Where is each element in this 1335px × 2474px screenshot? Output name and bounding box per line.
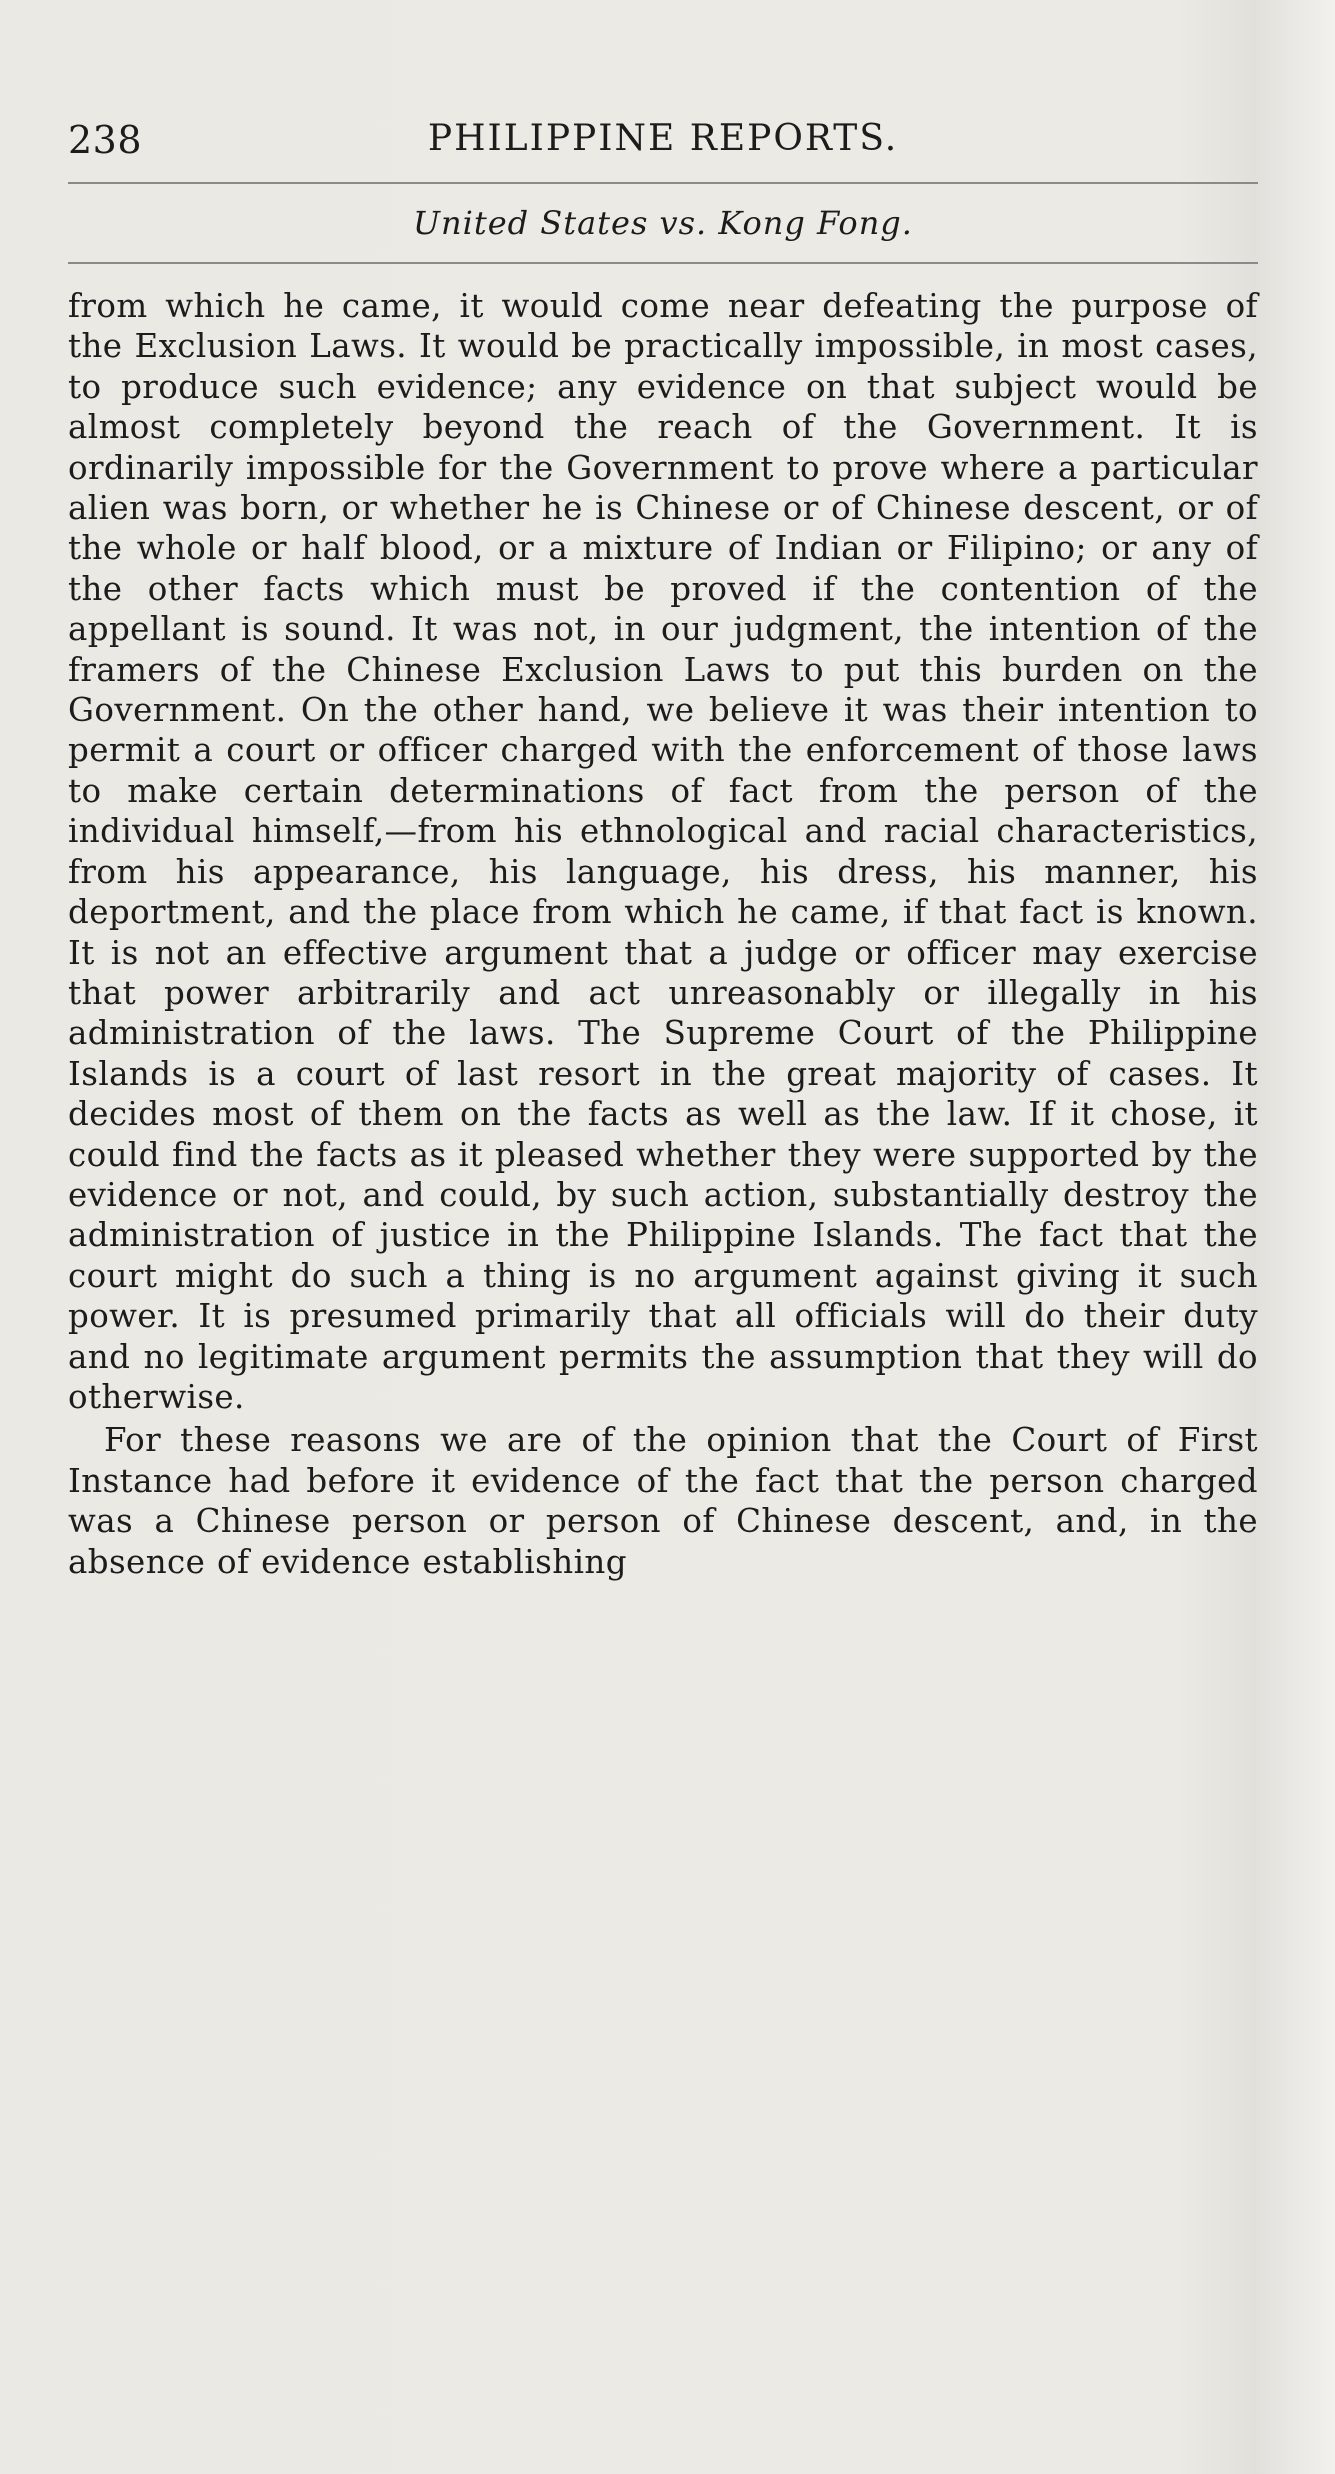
paragraph-conclusion: For these reasons we are of the opinion that the Court of First Instance had before it evidence of the fact that the person charged was a Chinese person or person of Chinese descent, and, in the absence of evidence establishing — [68, 1421, 1258, 1581]
case-title: United States vs. Kong Fong. — [413, 204, 913, 242]
page-header — [68, 118, 1258, 178]
page-number: 238 — [68, 118, 143, 162]
header-rule-bottom — [68, 262, 1258, 264]
body-text — [68, 286, 1258, 1582]
running-head: PHILIPPINE REPORTS. — [427, 118, 899, 159]
paragraph-continuation: from which he came, it would come near defeating the purpose of the Exclusion Laws. It would be practically impossible, in most cases, to produce such evidence; any evidence on that subject would be almost completely beyond the reach of the Government. It is ordinarily impossible for the Government to prove where a particular alien was born, or whether he is Chinese or of Chinese descent, or of the whole or half blood, or a mixture of Indian or Filipino; or any of the other facts which must be proved if the contention of the appellant is sound. It was not, in our judgment, the intention of the framers of the Chinese Exclusion Laws to put this burden on the Government. On the other hand, we believe it was their intention to permit a court or officer charged with the enforcement of those laws to make certain determinations of fact from the person of the individual himself,—from his ethnological and racial characteristics, from his appearance, his language, his dress, his manner, his deportment, and the place from which he came, if that fact is known. It is not an effective argument that a judge or officer may exercise that power arbitrarily and act unreasonably or illegally in his administration of the laws. The Supreme Court of the Philippine Islands is a court of last resort in the great majority of cases. It decides most of them on the facts as well as the law. If it chose, it could find the facts as it pleased whether they were supported by the evidence or not, and could, by such action, substantially destroy the administration of justice in the Philippine Islands. The fact that the court might do such a thing is no argument against giving it such power. It is presumed primarily that all officials will do their duty and no legitimate argument permits the assumption that they will do otherwise. — [68, 287, 1258, 1416]
header-rule-top — [68, 182, 1258, 184]
